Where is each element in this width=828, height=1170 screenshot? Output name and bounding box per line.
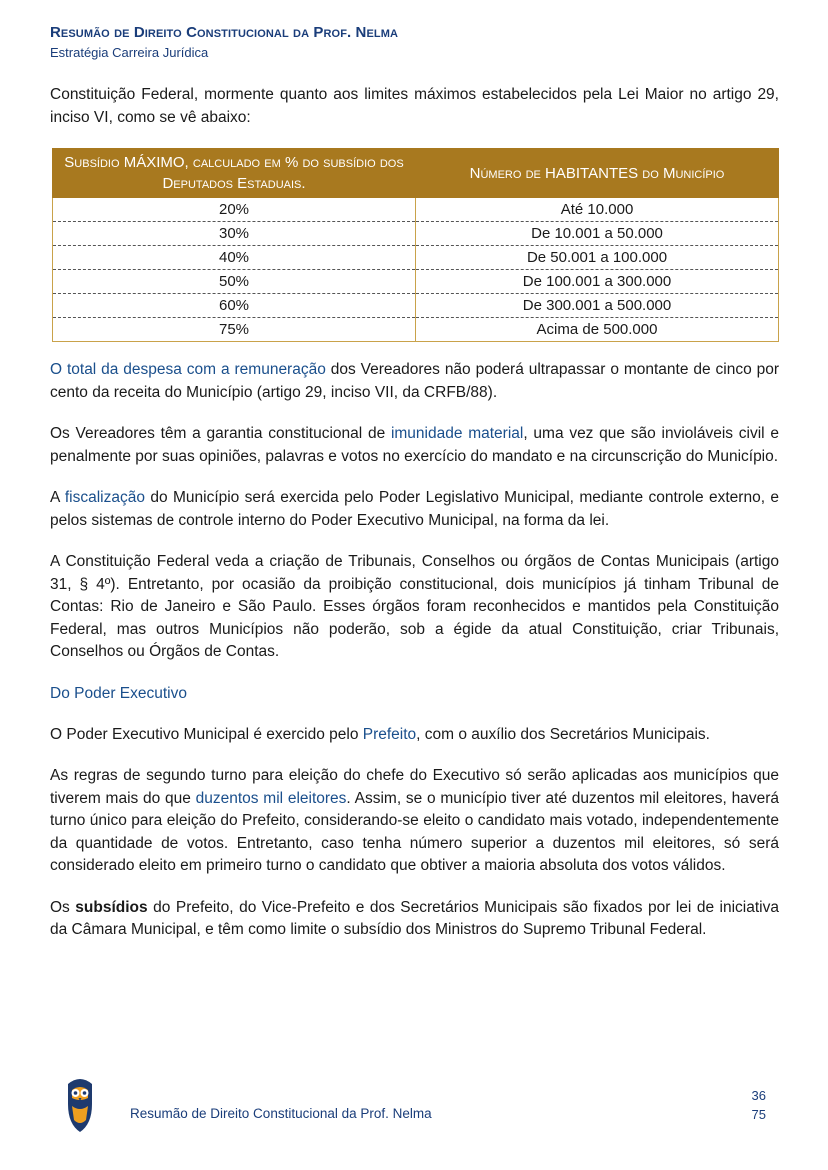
table-row bbox=[53, 198, 779, 222]
paragraph-tribunais: A Constituição Federal veda a criação de Tribunais, Conselhos ou órgãos de Contas Municipais (artigo 31, § 4º). Entretanto, por ocasião da proibição constitucional, dois municípios já tinham Tribunal de Contas: Rio de Janeiro e São Paulo. Esses órgãos foram reconhecidos e mantidos pela Constituição Federal, mas outros Municípios não poderão, sob a égide da atual Constituição, criar Tribunais, Conselhos ou Órgãos de Contas. bbox=[50, 553, 779, 660]
table-cell: De 10.001 a 50.000 bbox=[416, 222, 779, 246]
table-cell: 60% bbox=[53, 294, 416, 318]
table-cell: 30% bbox=[53, 222, 416, 246]
page-header bbox=[50, 24, 398, 60]
paragraph-subsidios bbox=[50, 897, 779, 942]
paragraph-imunidade bbox=[50, 423, 779, 468]
table-header-subsidy: Subsídio MÁXIMO, calculado em % do subsídio dos Deputados Estaduais. bbox=[53, 149, 416, 198]
paragraph-text: dos Vereadores não poderá ultrapassar o montante de cinco por cento da receita do Município (artigo 29, inciso VII, da CRFB/88). bbox=[50, 361, 779, 401]
table-row bbox=[53, 294, 779, 318]
subsidy-table bbox=[52, 148, 779, 342]
page-number bbox=[752, 1086, 766, 1124]
table-cell: De 300.001 a 500.000 bbox=[416, 294, 779, 318]
table-cell: Até 10.000 bbox=[416, 198, 779, 222]
section-heading: Do Poder Executivo bbox=[50, 684, 187, 702]
highlight-text: Prefeito bbox=[362, 725, 417, 743]
paragraph-prefeito bbox=[50, 724, 779, 747]
table-cell: 20% bbox=[53, 198, 416, 222]
highlight-text: fiscalização bbox=[64, 489, 145, 506]
intro-paragraph: Constituição Federal, mormente quanto aos limites máximos estabelecidos pela Lei Maior no artigo 29, inciso VI, como se vê abaixo: bbox=[50, 86, 779, 126]
table-row bbox=[53, 222, 779, 246]
table-cell: 40% bbox=[53, 246, 416, 270]
table-row bbox=[53, 318, 779, 342]
paragraph-text: , com o auxílio dos Secretários Municipais. bbox=[416, 725, 710, 743]
highlight-text: duzentos mil eleitores bbox=[195, 789, 347, 807]
paragraph-text: O Poder Executivo Municipal é exercido pelo bbox=[50, 725, 363, 743]
paragraph-segundo-turno bbox=[50, 765, 779, 878]
table-cell: 75% bbox=[53, 318, 416, 342]
header-subtitle: Estratégia Carreira Jurídica bbox=[50, 45, 209, 60]
header-title: Resumão de Direito Constitucional da Prof. Nelma bbox=[50, 24, 399, 41]
paragraph-text: . Assim, se o município tiver até duzentos mil eleitores, haverá turno único para eleição do Prefeito, considerando-se eleito o candidato mais votado, independentemente da quantidade de votos. Entretanto, caso tenha número superior a duzentos mil eleitores, só será considerado eleito em primeiro turno o candidato que obtiver a maioria absoluta dos votos válidos. bbox=[50, 789, 779, 874]
current-page: 36 bbox=[751, 1088, 766, 1103]
footer-text: Resumão de Direito Constitucional da Prof. Nelma bbox=[130, 1106, 432, 1121]
table-header-inhabitants: Número de HABITANTES do Município bbox=[416, 149, 779, 198]
table-cell: De 50.001 a 100.000 bbox=[416, 246, 779, 270]
paragraph-remuneracao bbox=[50, 359, 779, 404]
table-header-row bbox=[53, 149, 779, 198]
paragraph-text: Os bbox=[50, 898, 76, 916]
highlight-text: imunidade material bbox=[390, 425, 524, 442]
paragraph-text: Os Vereadores têm a garantia constitucional de bbox=[50, 425, 391, 442]
table-cell: 50% bbox=[53, 270, 416, 294]
table-row bbox=[53, 270, 779, 294]
bold-text: subsídios bbox=[75, 898, 148, 916]
page-content bbox=[50, 84, 779, 961]
paragraph-text: , uma vez que são invioláveis civil e penalmente por suas opiniões, palavras e votos no exercício do mandato e na circunscrição do Município. bbox=[50, 425, 779, 465]
table-row bbox=[53, 246, 779, 270]
total-pages: 75 bbox=[751, 1107, 766, 1122]
table-cell: Acima de 500.000 bbox=[416, 318, 779, 342]
paragraph-text: do Prefeito, do Vice-Prefeito e dos Secretários Municipais são fixados por lei de iniciativa da Câmara Municipal, e têm como limite o subsídio dos Ministros do Supremo Tribunal Federal. bbox=[50, 898, 779, 938]
paragraph-text: A bbox=[50, 489, 65, 506]
paragraph-text: As regras de segundo turno para eleição do chefe do Executivo só serão aplicadas aos municípios que tiverem mais do que bbox=[50, 767, 779, 807]
paragraph-text: do Município será exercida pelo Poder Legislativo Municipal, mediante controle externo, e pelos sistemas de controle interno do Poder Executivo Municipal, na forma da lei. bbox=[50, 489, 779, 529]
highlight-text: O total da despesa com a remuneração bbox=[50, 361, 326, 378]
paragraph-fiscalizacao bbox=[50, 487, 779, 532]
owl-logo-icon bbox=[62, 1074, 98, 1134]
table-cell: De 100.001 a 300.000 bbox=[416, 270, 779, 294]
